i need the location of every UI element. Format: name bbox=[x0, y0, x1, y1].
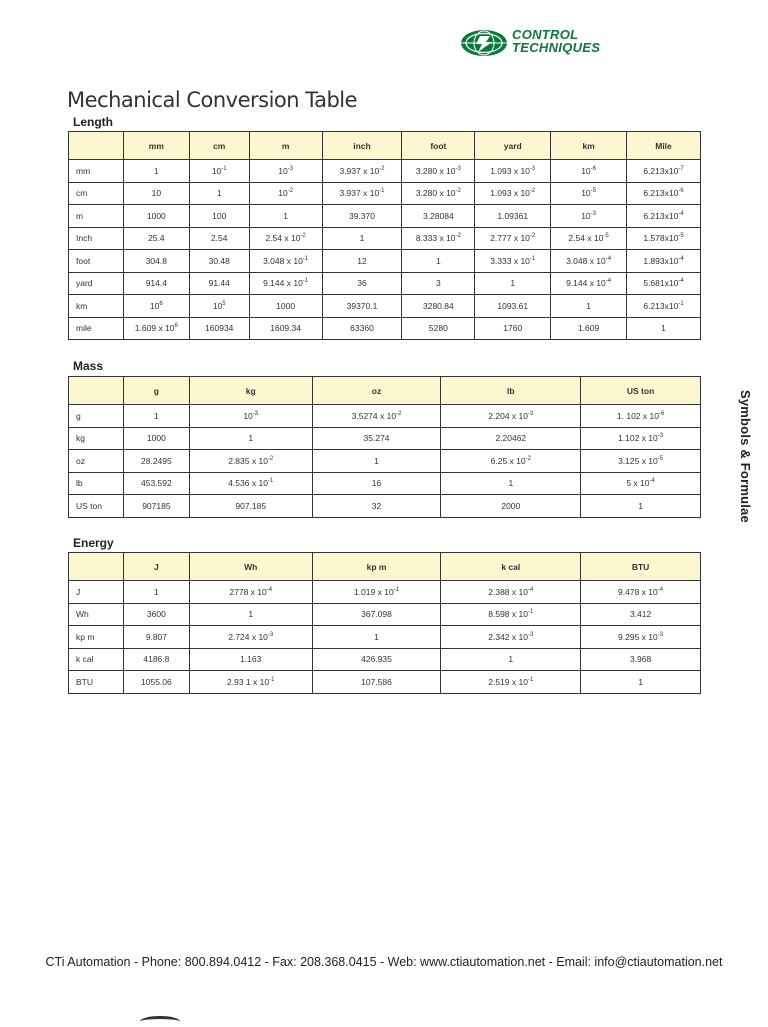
length-table-cell: 1 bbox=[475, 272, 551, 295]
length-table-cell: 1 bbox=[627, 317, 701, 340]
mass-table-row bbox=[69, 495, 701, 518]
energy-row-label: Wh bbox=[69, 603, 124, 626]
mass-table-cell: 1 bbox=[189, 427, 312, 450]
length-table-cell: 12 bbox=[322, 250, 402, 273]
length-table-row bbox=[69, 272, 701, 295]
length-table-cell: 3.28084 bbox=[402, 205, 475, 228]
length-table-cell: 8.333 x $10^{-2}$ bbox=[402, 227, 475, 250]
energy-table-cell: 1 bbox=[189, 603, 312, 626]
length-table-cell: $1.893x10^{-4}$ bbox=[627, 250, 701, 273]
energy-table-cell: 1 bbox=[441, 648, 581, 671]
energy-table-cell: 1055.06 bbox=[123, 671, 189, 694]
length-table-cell: 304.8 bbox=[123, 250, 189, 273]
length-table-cell: $10^{-5}$ bbox=[551, 182, 627, 205]
logo-line2: TECHNIQUES bbox=[512, 40, 601, 55]
length-column-header: yard bbox=[475, 132, 551, 160]
length-table-cell: 1.609 bbox=[551, 317, 627, 340]
energy-body bbox=[69, 581, 701, 694]
length-column-header: inch bbox=[322, 132, 402, 160]
bottom-logo-fragment bbox=[140, 1016, 180, 1027]
mass-table-cell: 4.536 x $10^{-1}$ bbox=[189, 472, 312, 495]
energy-table-cell: 2.724 x $10^{-3}$ bbox=[189, 626, 312, 649]
mass-table-row bbox=[69, 427, 701, 450]
energy-table-cell: 2.93 1 x $10^{-1}$ bbox=[189, 671, 312, 694]
mass-body bbox=[69, 405, 701, 518]
length-table-cell: 3280.84 bbox=[402, 295, 475, 318]
energy-table-cell: 1 bbox=[581, 671, 701, 694]
length-table-cell: $6.213x10^{-4}$ bbox=[627, 205, 701, 228]
logo-wordmark bbox=[512, 28, 600, 54]
mass-column-header: US ton bbox=[581, 377, 701, 405]
mass-table-cell: 907185 bbox=[123, 495, 189, 518]
energy-column-header: Wh bbox=[189, 553, 312, 581]
length-row-label: mile bbox=[69, 317, 124, 340]
length-table-cell: 2.54 x $10^{-2}$ bbox=[249, 227, 322, 250]
length-table-cell: $5.681x10^{-4}$ bbox=[627, 272, 701, 295]
energy-column-header: J bbox=[123, 553, 189, 581]
length-table-cell: 1 bbox=[402, 250, 475, 273]
length-table-cell: 36 bbox=[322, 272, 402, 295]
energy-table-cell: 2778 x $10^{-4}$ bbox=[189, 581, 312, 604]
length-table-row bbox=[69, 250, 701, 273]
length-table-cell: 1609.34 bbox=[249, 317, 322, 340]
length-table-row bbox=[69, 160, 701, 183]
length-row-label: km bbox=[69, 295, 124, 318]
length-table-cell: 3.937 x $10^{-2}$ bbox=[322, 160, 402, 183]
mass-table-cell: 32 bbox=[312, 495, 441, 518]
energy-section-title: Energy bbox=[73, 536, 114, 550]
mass-table-cell: 28.2495 bbox=[123, 450, 189, 473]
energy-table-cell: 2.342 x $10^{-3}$ bbox=[441, 626, 581, 649]
energy-table-cell: 3600 bbox=[123, 603, 189, 626]
energy-row-label: J bbox=[69, 581, 124, 604]
length-table-cell: $6.213x10^{-7}$ bbox=[627, 160, 701, 183]
energy-table-cell: 9.295 x $10^{-3}$ bbox=[581, 626, 701, 649]
energy-header-corner bbox=[69, 553, 124, 581]
energy-table-cell: 107.586 bbox=[312, 671, 441, 694]
energy-row-label: BTU bbox=[69, 671, 124, 694]
length-table-cell: 1000 bbox=[123, 205, 189, 228]
mass-table-cell: $10^{-3}$ bbox=[189, 405, 312, 428]
mass-header-corner bbox=[69, 377, 124, 405]
length-table-cell: 39.370 bbox=[322, 205, 402, 228]
length-table-cell: 3.333 x $10^{-1}$ bbox=[475, 250, 551, 273]
mass-table-cell: 16 bbox=[312, 472, 441, 495]
length-table-cell: 1 bbox=[322, 227, 402, 250]
mass-table-cell: 1 bbox=[123, 405, 189, 428]
length-table-cell: 9.144 x $10^{-4}$ bbox=[551, 272, 627, 295]
mass-table-cell: 1.102 x $10^{-3}$ bbox=[581, 427, 701, 450]
length-table-cell: 63360 bbox=[322, 317, 402, 340]
length-table-cell: 1 bbox=[189, 182, 249, 205]
mass-table-cell: 2000 bbox=[441, 495, 581, 518]
length-column-header: km bbox=[551, 132, 627, 160]
length-table-cell: 1760 bbox=[475, 317, 551, 340]
length-table-cell: 30.48 bbox=[189, 250, 249, 273]
energy-table-cell: 1 bbox=[123, 581, 189, 604]
length-table-cell: 25.4 bbox=[123, 227, 189, 250]
side-tab-label: Symbols & Formulae bbox=[738, 390, 753, 523]
footer-contact: CTi Automation - Phone: 800.894.0412 - Fax: 208.368.0415 - Web: www.ctiautomation.net - Email: info@ctiautomation.net bbox=[45, 955, 723, 969]
mass-table-cell: 1 bbox=[312, 450, 441, 473]
length-table-cell: 1 bbox=[551, 295, 627, 318]
energy-table-cell: 3.412 bbox=[581, 603, 701, 626]
mass-header-row bbox=[69, 377, 701, 405]
length-row-label: yard bbox=[69, 272, 124, 295]
length-table-row bbox=[69, 295, 701, 318]
length-header-corner bbox=[69, 132, 124, 160]
length-table-cell: 2.54 x $10^{-5}$ bbox=[551, 227, 627, 250]
energy-column-header: kp m bbox=[312, 553, 441, 581]
length-column-header: foot bbox=[402, 132, 475, 160]
energy-table-row bbox=[69, 626, 701, 649]
length-table-cell: 3 bbox=[402, 272, 475, 295]
mass-table-cell: 1. 102 x $10^{-6}$ bbox=[581, 405, 701, 428]
length-row-label: mm bbox=[69, 160, 124, 183]
length-table-cell: $6.213x10^{-6}$ bbox=[627, 182, 701, 205]
length-header-row bbox=[69, 132, 701, 160]
mass-section-title: Mass bbox=[73, 359, 104, 373]
mass-row-label: lb bbox=[69, 472, 124, 495]
length-table-cell: 914.4 bbox=[123, 272, 189, 295]
mass-table-cell: 35.274 bbox=[312, 427, 441, 450]
length-row-label: cm bbox=[69, 182, 124, 205]
length-table-cell: 1 bbox=[249, 205, 322, 228]
energy-table-cell: 367.098 bbox=[312, 603, 441, 626]
length-table-row bbox=[69, 182, 701, 205]
length-table-cell: 2.54 bbox=[189, 227, 249, 250]
length-table-cell: 2.777 x $10^{-2}$ bbox=[475, 227, 551, 250]
mass-table bbox=[68, 376, 701, 518]
mass-table-row bbox=[69, 472, 701, 495]
energy-table-cell: 2.519 x $10^{-1}$ bbox=[441, 671, 581, 694]
control-techniques-logo bbox=[460, 26, 640, 62]
length-table-cell: 3.937 x $10^{-1}$ bbox=[322, 182, 402, 205]
mass-table-row bbox=[69, 450, 701, 473]
length-table-cell: $10^5$ bbox=[189, 295, 249, 318]
length-section-title: Length bbox=[73, 115, 113, 129]
length-table-row bbox=[69, 227, 701, 250]
energy-table bbox=[68, 552, 701, 694]
length-table-cell: 39370.1 bbox=[322, 295, 402, 318]
energy-table-cell: 9.807 bbox=[123, 626, 189, 649]
energy-table-cell: 9.478 x $10^{-4}$ bbox=[581, 581, 701, 604]
energy-column-header: BTU bbox=[581, 553, 701, 581]
length-table-cell: 9.144 x $10^{-1}$ bbox=[249, 272, 322, 295]
energy-table-cell: 8.598 x $10^{-1}$ bbox=[441, 603, 581, 626]
length-table-cell: 1 bbox=[123, 160, 189, 183]
length-table-cell: 3.280 x $10^{-2}$ bbox=[402, 182, 475, 205]
mass-column-header: g bbox=[123, 377, 189, 405]
energy-column-header: k cal bbox=[441, 553, 581, 581]
length-column-header: cm bbox=[189, 132, 249, 160]
page-title: Mechanical Conversion Table bbox=[67, 88, 358, 112]
mass-row-label: g bbox=[69, 405, 124, 428]
length-table-cell: $1.578x10^{-5}$ bbox=[627, 227, 701, 250]
mass-table-cell: 2.835 x $10^{-2}$ bbox=[189, 450, 312, 473]
length-table bbox=[68, 131, 701, 340]
length-row-label: m bbox=[69, 205, 124, 228]
mass-row-label: oz bbox=[69, 450, 124, 473]
energy-table-row bbox=[69, 648, 701, 671]
energy-table-cell: 3.968 bbox=[581, 648, 701, 671]
mass-row-label: kg bbox=[69, 427, 124, 450]
length-table-cell: $10^{-3}$ bbox=[551, 205, 627, 228]
mass-table-cell: 1 bbox=[441, 472, 581, 495]
length-column-header: m bbox=[249, 132, 322, 160]
mass-table-row bbox=[69, 405, 701, 428]
mass-table-cell: 2.20462 bbox=[441, 427, 581, 450]
length-table-cell: 160934 bbox=[189, 317, 249, 340]
length-table-cell: 1.093 x $10^{-2}$ bbox=[475, 182, 551, 205]
length-table-cell: 1.609 x $10^6$ bbox=[123, 317, 189, 340]
length-table-row bbox=[69, 317, 701, 340]
length-table-cell: 1.09361 bbox=[475, 205, 551, 228]
energy-table-cell: 1 bbox=[312, 626, 441, 649]
length-column-header: Mile bbox=[627, 132, 701, 160]
length-table-cell: $10^{-2}$ bbox=[249, 182, 322, 205]
length-table-cell: 1093.61 bbox=[475, 295, 551, 318]
length-row-label: Inch bbox=[69, 227, 124, 250]
energy-table-row bbox=[69, 603, 701, 626]
length-row-label: foot bbox=[69, 250, 124, 273]
control-techniques-globe-logo-icon bbox=[460, 28, 508, 58]
energy-header-row bbox=[69, 553, 701, 581]
mass-column-header: oz bbox=[312, 377, 441, 405]
length-body bbox=[69, 160, 701, 340]
logo-line1: CONTROL bbox=[512, 27, 579, 42]
energy-row-label: kp m bbox=[69, 626, 124, 649]
energy-table-cell: 1.019 x $10^{-1}$ bbox=[312, 581, 441, 604]
length-table-cell: $10^{-1}$ bbox=[189, 160, 249, 183]
length-table-row bbox=[69, 205, 701, 228]
length-table-cell: 91.44 bbox=[189, 272, 249, 295]
mass-column-header: kg bbox=[189, 377, 312, 405]
length-table-cell: 100 bbox=[189, 205, 249, 228]
energy-row-label: k cal bbox=[69, 648, 124, 671]
energy-table-cell: 1.163 bbox=[189, 648, 312, 671]
mass-table-cell: 2.204 x $10^{-3}$ bbox=[441, 405, 581, 428]
mass-table-cell: 3.5274 x $10^{-2}$ bbox=[312, 405, 441, 428]
length-table-cell: 1000 bbox=[249, 295, 322, 318]
length-table-cell: 10 bbox=[123, 182, 189, 205]
energy-table-row bbox=[69, 671, 701, 694]
mass-table-cell: 453.592 bbox=[123, 472, 189, 495]
mass-table-cell: 907.185 bbox=[189, 495, 312, 518]
mass-table-cell: 3.125 x $10^{-5}$ bbox=[581, 450, 701, 473]
mass-table-cell: 1 bbox=[581, 495, 701, 518]
mass-table-cell: 1000 bbox=[123, 427, 189, 450]
length-table-cell: $6.213x10^{-1}$ bbox=[627, 295, 701, 318]
length-table-cell: $10^6$ bbox=[123, 295, 189, 318]
energy-table-cell: 2.388 x $10^{-4}$ bbox=[441, 581, 581, 604]
energy-table-cell: 4186.8 bbox=[123, 648, 189, 671]
mass-table-cell: 5 x $10^{-4}$ bbox=[581, 472, 701, 495]
length-table-cell: 5280 bbox=[402, 317, 475, 340]
mass-column-header: lb bbox=[441, 377, 581, 405]
length-column-header: mm bbox=[123, 132, 189, 160]
energy-table-row bbox=[69, 581, 701, 604]
length-table-cell: $10^{-6}$ bbox=[551, 160, 627, 183]
length-table-cell: $10^{-3}$ bbox=[249, 160, 322, 183]
energy-table-cell: 426.935 bbox=[312, 648, 441, 671]
length-table-cell: 1.093 x $10^{-3}$ bbox=[475, 160, 551, 183]
mass-row-label: US ton bbox=[69, 495, 124, 518]
mass-table-cell: 6.25 x $10^{-2}$ bbox=[441, 450, 581, 473]
length-table-cell: 3.280 x $10^{-3}$ bbox=[402, 160, 475, 183]
length-table-cell: 3.048 x $10^{-1}$ bbox=[249, 250, 322, 273]
length-table-cell: 3.048 x $10^{-4}$ bbox=[551, 250, 627, 273]
